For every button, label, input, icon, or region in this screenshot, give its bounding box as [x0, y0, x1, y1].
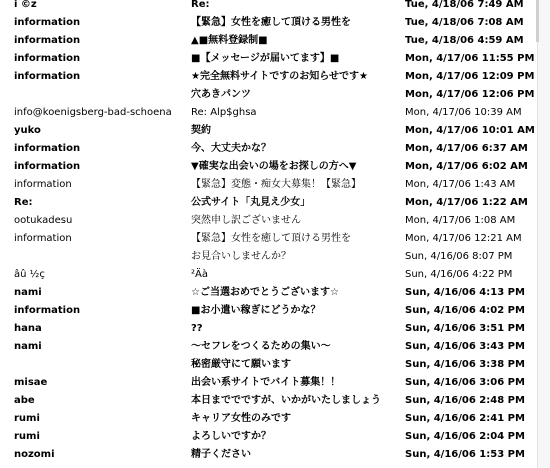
subject: 【緊急】女性を癒して頂ける男性を [191, 17, 351, 28]
sender: info@koenigsberg-bad-schoena [14, 107, 172, 118]
message-row[interactable] [0, 320, 540, 338]
message-row[interactable] [0, 68, 540, 86]
subject: ■お小遣い稼ぎにどうかな？ [191, 305, 321, 316]
subject: キャリア女性のみです [191, 413, 291, 424]
subject: 出会い系サイトでバイト募集！！ [191, 377, 341, 388]
subject: ²Äà [191, 269, 208, 280]
subject: 今、大丈夫かな？ [191, 143, 271, 154]
subject: お見合いしませんか？ [191, 251, 291, 262]
column-resize-handle[interactable] [536, 0, 539, 42]
sender: information [14, 179, 72, 190]
subject: Re: [191, 0, 210, 10]
sender: information [14, 35, 81, 46]
subject: 【緊急】女性を癒して頂ける男性を [191, 233, 351, 244]
message-row[interactable] [0, 176, 540, 194]
date: Sun, 4/16/06 1:53 PM [405, 449, 525, 460]
date: Sun, 4/16/06 3:43 PM [405, 341, 525, 352]
message-row[interactable] [0, 50, 540, 68]
sender: rumi [14, 431, 40, 442]
message-row[interactable] [0, 266, 540, 284]
sender: misae [14, 377, 48, 388]
date: Sun, 4/16/06 3:38 PM [405, 359, 525, 370]
subject: ☆ご当選おめでとうございます☆ [191, 287, 339, 298]
subject: ★完全無料サイトですのお知らせです★ [191, 71, 368, 82]
date: Sun, 4/16/06 4:02 PM [405, 305, 525, 316]
sender: hana [14, 323, 42, 334]
date: Mon, 4/17/06 10:01 AM [405, 125, 535, 136]
sender: âû ½ç [14, 269, 45, 280]
date: Mon, 4/17/06 10:39 AM [405, 107, 522, 118]
right-edge [537, 0, 550, 468]
subject: 秘密厳守にて願います [191, 359, 291, 370]
message-row[interactable] [0, 212, 540, 230]
subject: よろしいですか？ [191, 431, 271, 442]
date: Mon, 4/17/06 1:22 AM [405, 197, 528, 208]
message-row[interactable] [0, 104, 540, 122]
date: Sun, 4/16/06 2:41 PM [405, 413, 525, 424]
date: Sun, 4/16/06 3:06 PM [405, 377, 525, 388]
subject: ▼確実な出会いの場をお探しの方へ▼ [191, 161, 357, 172]
date: Sun, 4/16/06 2:48 PM [405, 395, 525, 406]
subject: ■【メッセージが届いてます】■ [191, 53, 340, 64]
date: Sun, 4/16/06 4:13 PM [405, 287, 525, 298]
message-row[interactable] [0, 140, 540, 158]
message-row[interactable] [0, 122, 540, 140]
sender: i ©z [14, 0, 37, 10]
date: Mon, 4/17/06 1:08 AM [405, 215, 516, 226]
date: Mon, 4/17/06 12:06 PM [405, 89, 535, 100]
date: Tue, 4/18/06 7:08 AM [405, 17, 524, 28]
message-row[interactable] [0, 410, 540, 428]
sender: nami [14, 287, 42, 298]
subject: 本日まででですが、いかがいたしましょう [191, 395, 381, 406]
sender: yuko [14, 125, 41, 136]
message-row[interactable] [0, 32, 540, 50]
sender: Re: [14, 197, 33, 208]
message-row[interactable] [0, 86, 540, 104]
message-row[interactable] [0, 14, 540, 32]
sender: information [14, 17, 81, 28]
subject: 【緊急】変態・痴女大募集！【緊急】 [191, 179, 361, 190]
sender: information [14, 305, 81, 316]
message-row[interactable] [0, 194, 540, 212]
message-row[interactable] [0, 392, 540, 410]
message-row[interactable] [0, 158, 540, 176]
sender: abe [14, 395, 35, 406]
subject: ▲■無料登録制■ [191, 35, 268, 46]
sender: information [14, 161, 81, 172]
message-row[interactable] [0, 446, 540, 464]
message-row[interactable] [0, 302, 540, 320]
subject: 穴あきパンツ [191, 89, 251, 100]
message-row[interactable] [0, 0, 540, 14]
message-row[interactable] [0, 248, 540, 266]
sender: information [14, 71, 81, 82]
sender: information [14, 143, 81, 154]
message-row[interactable] [0, 374, 540, 392]
date: Tue, 4/18/06 4:59 AM [405, 35, 524, 46]
subject: 公式サイト「丸見え少女」 [191, 197, 311, 208]
subject: 契約 [191, 125, 211, 136]
sender: nozomi [14, 449, 55, 460]
date: Sun, 4/16/06 4:22 PM [405, 269, 513, 280]
sender: nami [14, 341, 42, 352]
date: Mon, 4/17/06 6:37 AM [405, 143, 528, 154]
date: Mon, 4/17/06 12:21 AM [405, 233, 522, 244]
message-row[interactable] [0, 428, 540, 446]
date: Sun, 4/16/06 8:07 PM [405, 251, 513, 262]
date: Mon, 4/17/06 12:09 PM [405, 71, 535, 82]
subject: ～セフレをつくるための集い～ [191, 341, 331, 352]
date: Sun, 4/16/06 2:04 PM [405, 431, 525, 442]
message-row[interactable] [0, 356, 540, 374]
sender: rumi [14, 413, 40, 424]
subject: 突然申し訳ございません [191, 215, 301, 226]
message-row[interactable] [0, 338, 540, 356]
message-row[interactable] [0, 284, 540, 302]
subject: Re: Alp$ghsa [191, 107, 257, 118]
date: Mon, 4/17/06 11:55 PM [405, 53, 535, 64]
date: Mon, 4/17/06 1:43 AM [405, 179, 516, 190]
sender: information [14, 53, 81, 64]
date: Mon, 4/17/06 6:02 AM [405, 161, 528, 172]
subject: ?? [191, 323, 203, 334]
message-row[interactable] [0, 230, 540, 248]
sender: ootukadesu [14, 215, 73, 226]
date: Sun, 4/16/06 3:51 PM [405, 323, 525, 334]
sender: information [14, 233, 72, 244]
date: Tue, 4/18/06 7:49 AM [405, 0, 524, 10]
subject: 精子ください [191, 449, 251, 460]
